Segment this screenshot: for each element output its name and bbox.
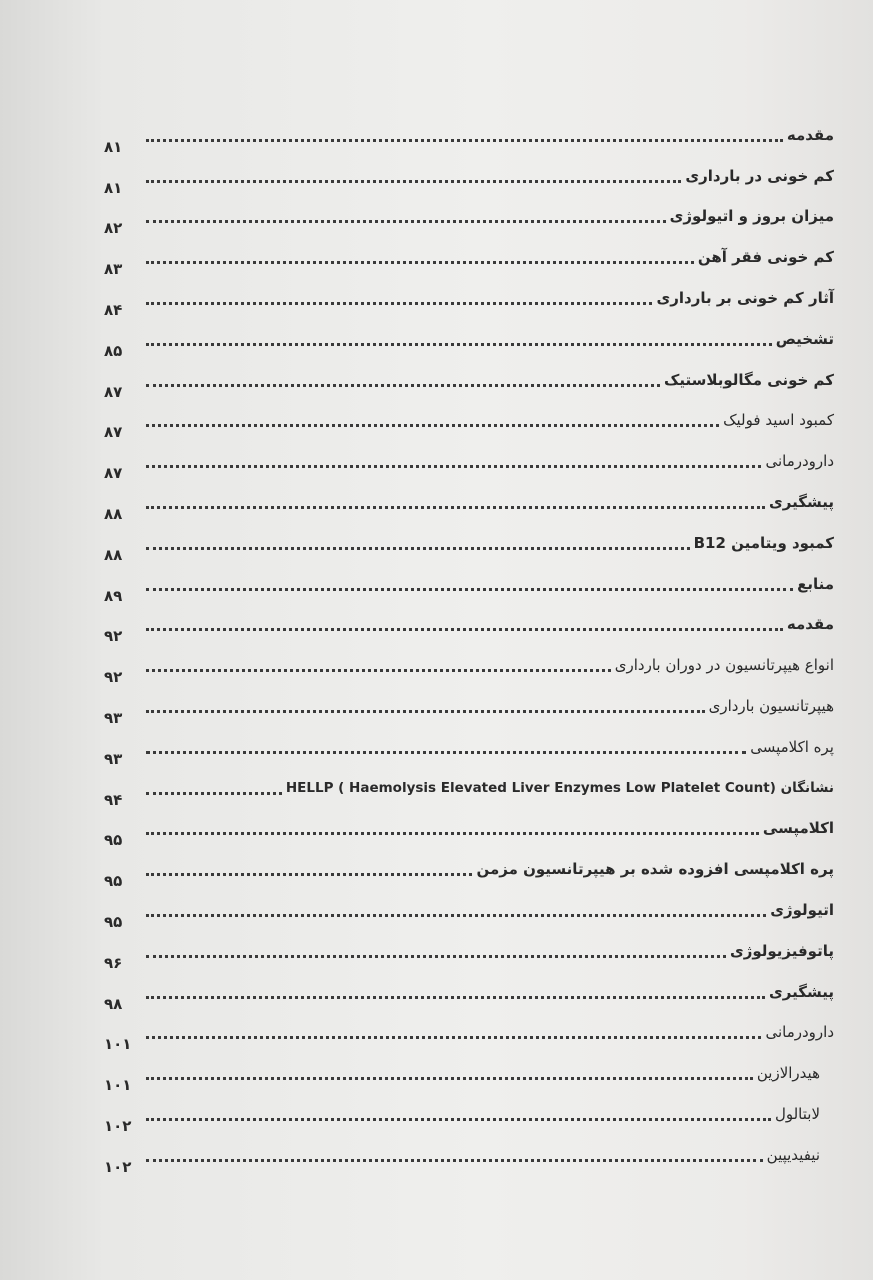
toc-entry-page: ۱۰۲ [104,1116,132,1135]
toc-entry [104,224,834,279]
toc-entry-title: پره اکلامپسی [750,737,834,756]
toc-entry-title: اکلامپسی [762,819,834,838]
toc-entry-title: انواع هیپرتانسیون در دوران بارداری [614,656,834,675]
toc-entry-page: ۹۲ [104,668,123,687]
table-of-contents [104,102,834,1176]
toc-entry-page: ۹۵ [104,831,123,850]
toc-entry-page: ۸۳ [104,260,123,279]
dot-leader [146,424,719,427]
dot-leader [146,384,660,387]
toc-entry [104,959,834,1013]
toc-entry-page: ۸۷ [104,423,123,442]
toc-entry-page: ۱۰۱ [104,1076,132,1095]
toc-entry-page: ۱۰۲ [104,1157,132,1176]
toc-entry [104,1122,834,1176]
dot-leader [146,710,705,713]
toc-entry-title: کم خونی مگالوبلاستیک [663,370,834,389]
dot-leader [146,588,793,591]
toc-entry [104,428,834,483]
toc-entry-page: ۹۳ [104,749,123,768]
toc-entry [104,143,834,197]
toc-entry [104,632,834,687]
toc-entry-title: هیپرتانسیون بارداری [708,696,834,715]
toc-entry [104,306,834,360]
toc-entry [104,1040,834,1095]
dot-leader [146,873,472,876]
toc-entry-title: پیشگیری [769,492,834,511]
toc-entry-title: مقدمه [786,615,834,634]
toc-entry [104,551,834,605]
toc-entry-title: دارودرمانی [765,1023,834,1042]
toc-entry-title: پاتوفیزیولوژی [729,941,834,960]
toc-entry [104,877,834,931]
toc-entry-page: ۹۵ [104,912,123,931]
toc-entry-page: ۹۸ [104,994,123,1013]
toc-entry [104,388,834,442]
dot-leader [146,955,726,958]
toc-entry [104,510,834,564]
toc-entry-page: ۸۱ [104,178,123,197]
dot-leader [146,302,652,305]
toc-entry-page: ۸۷ [104,464,123,483]
toc-entry-title: پیشگیری [769,982,834,1001]
toc-entry-title: کم خونی فقر آهن [697,248,834,267]
dot-leader [146,220,666,223]
toc-entry [104,714,834,768]
toc-entry-title: تشخیص [775,329,834,348]
toc-entry-title: لابتالول [774,1104,820,1123]
toc-entry-page: ۸۹ [104,586,123,605]
dot-leader [146,261,694,264]
toc-entry-page: ۹۲ [104,627,123,646]
dot-leader [146,1159,763,1162]
toc-entry-title: نشانگان HELLP ( Haemolysis Elevated Liver Enzymes Low Platelet Count) [285,780,834,797]
toc-entry [104,1081,834,1135]
toc-entry-title: دارودرمانی [765,452,834,471]
dot-leader [146,1118,771,1121]
toc-entry-title: هیدرالازین [756,1064,820,1083]
toc-entry [104,184,834,238]
toc-entry-page: ۹۴ [104,790,123,809]
dot-leader [146,180,681,183]
dot-leader [146,506,765,509]
toc-entry-page: ۹۵ [104,872,123,891]
dot-leader [146,343,772,346]
toc-entry-title: مقدمه [786,125,834,144]
toc-entry-page: ۸۵ [104,341,123,360]
toc-entry [104,469,834,523]
toc-entry [104,1000,834,1054]
toc-entry-title: آثار کم خونی بر بارداری [656,288,834,307]
toc-entry [104,347,834,401]
dot-leader [146,465,761,468]
toc-entry-title: کمبود ویتامین B12 [693,533,834,552]
toc-entry-title: پره اکلامپسی افزوده شده بر هیپرتانسیون مزمن [476,860,834,879]
dot-leader [146,628,783,631]
toc-entry-page: ۱۰۱ [104,1035,132,1054]
toc-entry-title: کمبود اسید فولیک [723,411,834,430]
toc-entry-page: ۹۳ [104,708,123,727]
toc-entry [104,836,834,891]
toc-entry-page: ۸۷ [104,382,123,401]
toc-entry-title: نیفیدیپین [766,1145,820,1164]
toc-entry [104,265,834,319]
dot-leader [146,1036,761,1039]
toc-entry-title: میزان بروز و اتیولوژی [669,207,834,226]
toc-entry [104,918,834,972]
toc-entry [104,102,834,156]
toc-entry-page: ۸۱ [104,137,123,156]
toc-entry-page: ۸۸ [104,545,123,564]
toc-entry-page: ۹۶ [104,953,123,972]
dot-leader [146,832,759,835]
dot-leader [146,139,783,142]
toc-entry-page: ۸۴ [104,300,123,319]
dot-leader [146,914,766,917]
toc-entry [104,796,834,850]
toc-entry [104,755,834,809]
dot-leader [146,547,690,550]
toc-entry [104,592,834,646]
dot-leader [146,669,611,672]
toc-entry-title: اتیولوژی [770,900,834,919]
dot-leader [146,792,282,795]
toc-entry-page: ۸۸ [104,504,123,523]
dot-leader [146,751,746,754]
toc-entry-page: ۸۲ [104,219,123,238]
toc-entry-title: منابع [797,574,834,593]
toc-entry [104,673,834,727]
dot-leader [146,996,765,999]
dot-leader [146,1077,753,1080]
toc-entry-title: کم خونی در بارداری [685,166,834,185]
